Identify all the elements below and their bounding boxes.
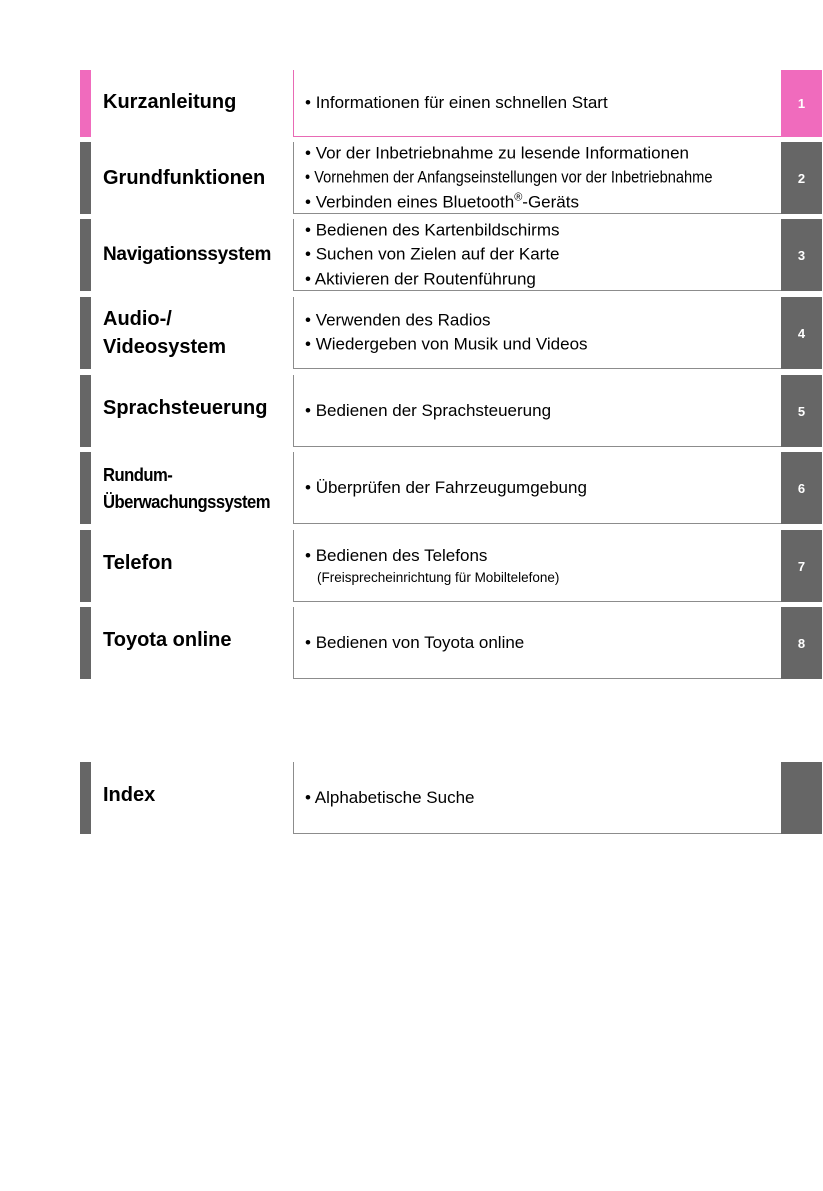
- chapter-title-line: Videosystem: [103, 336, 227, 358]
- chapter-row-6[interactable]: [80, 452, 822, 524]
- chapter-contents-box: [293, 452, 781, 524]
- chapter-accent-bar: [80, 142, 91, 214]
- contents-item: • Verwenden des Radios: [305, 310, 491, 329]
- chapter-tab[interactable]: 4: [781, 297, 822, 369]
- chapter-title: Grundfunktionen: [103, 167, 266, 189]
- chapter-accent-bar: [80, 219, 91, 291]
- index-contents-box: [293, 762, 781, 834]
- chapter-contents-box: [293, 530, 781, 602]
- chapter-accent-bar: [80, 70, 91, 137]
- contents-item: • Bedienen von Toyota online: [305, 632, 525, 652]
- index-tab[interactable]: [781, 762, 822, 834]
- chapter-title: Sprachsteuerung: [103, 397, 268, 419]
- chapter-accent-bar: [80, 530, 91, 602]
- chapter-accent-bar: [80, 607, 91, 679]
- contents-item: • Überprüfen der Fahrzeugumgebung: [305, 477, 587, 497]
- contents-item: • Bedienen des Telefons: [305, 545, 488, 565]
- chapter-accent-bar: [80, 452, 91, 524]
- chapter-title: Telefon: [103, 552, 173, 574]
- registered-mark: ®: [514, 190, 523, 203]
- chapter-row-3[interactable]: [80, 219, 822, 291]
- index-row[interactable]: [80, 762, 822, 834]
- chapter-contents-box: [293, 142, 781, 214]
- chapter-tab[interactable]: 5: [781, 375, 822, 447]
- chapter-contents-box: [293, 375, 781, 447]
- index-title: Index: [103, 784, 156, 806]
- chapter-contents-box: [293, 70, 781, 137]
- index-accent-bar: [80, 762, 91, 834]
- contents-item: • Bedienen des Kartenbildschirms: [305, 219, 560, 239]
- chapter-title: [103, 461, 270, 515]
- contents-item: • Vor der Inbetriebnahme zu lesende Informationen: [305, 142, 689, 162]
- contents-item: • Informationen für einen schnellen Start: [305, 92, 608, 112]
- chapter-row-4[interactable]: [80, 297, 822, 369]
- contents-note: (Freisprecheinrichtung für Mobiltelefone): [317, 569, 560, 585]
- contents-item: • Bedienen der Sprachsteuerung: [305, 400, 552, 420]
- contents-item: • Suchen von Zielen auf der Karte: [305, 244, 560, 264]
- chapter-contents-box: [293, 219, 781, 291]
- chapter-row-2[interactable]: [80, 142, 822, 214]
- chapter-title: Kurzanleitung: [103, 91, 237, 113]
- chapter-tab[interactable]: 2: [781, 142, 822, 214]
- chapter-tab[interactable]: 3: [781, 219, 822, 291]
- chapter-accent-bar: [80, 375, 91, 447]
- contents-item: • Wiedergeben von Musik und Videos: [305, 334, 588, 354]
- chapter-contents-box: [293, 607, 781, 679]
- chapter-tab[interactable]: 7: [781, 530, 822, 602]
- chapter-accent-bar: [80, 297, 91, 369]
- chapter-contents-box: [293, 297, 781, 369]
- chapter-row-7[interactable]: [80, 530, 822, 602]
- contents-item: • Vornehmen der Anfangseinstellungen vor der Inbetriebnahme: [305, 167, 713, 187]
- chapter-row-1[interactable]: [80, 70, 822, 137]
- chapter-title: Navigationssystem: [103, 244, 272, 265]
- chapter-row-8[interactable]: [80, 607, 822, 679]
- contents-item: • Aktivieren der Routenführung: [305, 268, 536, 288]
- chapter-tab[interactable]: 8: [781, 607, 822, 679]
- contents-item: • Verbinden eines Bluetooth®-Geräts: [305, 190, 579, 211]
- chapter-title-line: Audio-/: [103, 308, 172, 330]
- chapter-title-line: Rundum-: [103, 464, 173, 485]
- chapter-title: [103, 305, 226, 361]
- contents-item: • Alphabetische Suche: [305, 787, 475, 807]
- chapter-row-5[interactable]: [80, 375, 822, 447]
- chapter-title: Toyota online: [103, 629, 232, 651]
- chapter-tab[interactable]: 6: [781, 452, 822, 524]
- chapter-tab[interactable]: 1: [781, 70, 822, 137]
- chapter-title-line: Überwachungssystem: [103, 491, 271, 512]
